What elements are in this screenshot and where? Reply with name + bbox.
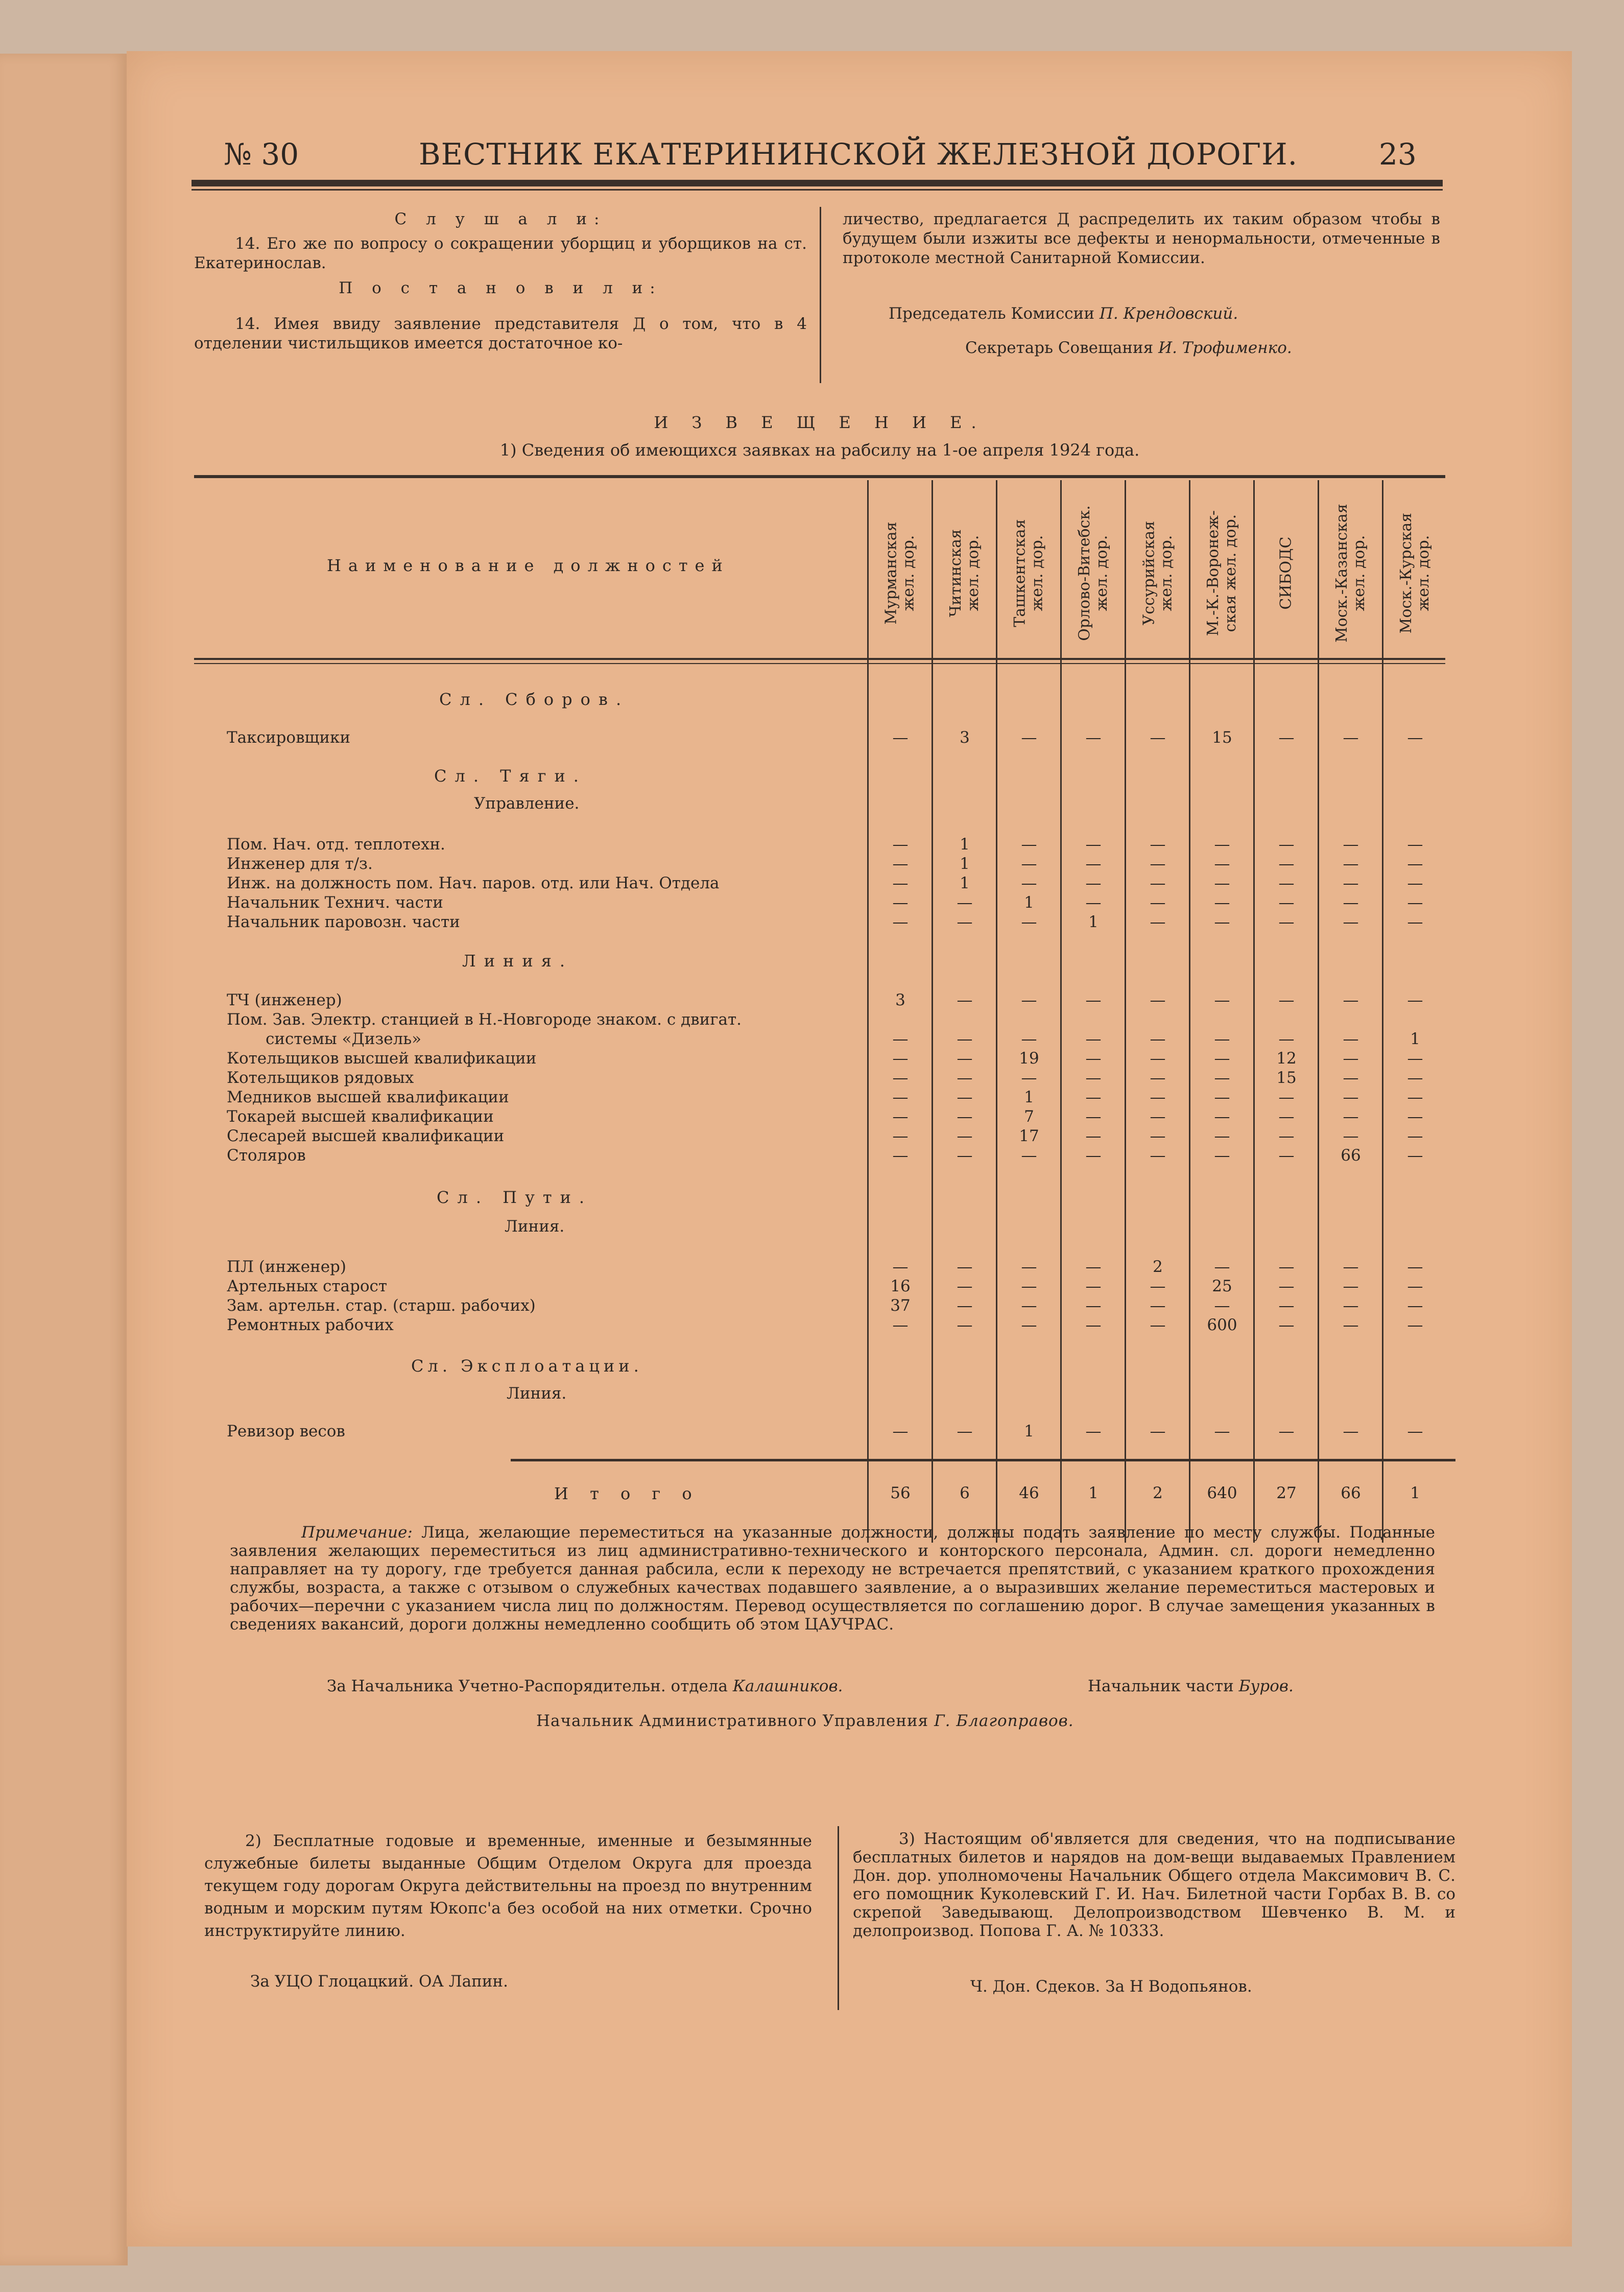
column-header: Читинская жел. дор. [947,529,983,618]
signature-admin: Начальник Административного Управления Г. Благоправов. [536,1712,1074,1730]
table-cell: — [1085,1296,1102,1315]
table-cell: — [1150,1277,1166,1295]
table-cell: 3 [960,728,970,747]
table-cell: — [892,1316,909,1334]
table-cell: — [1278,991,1295,1009]
table-cell: — [1407,1127,1423,1145]
table-cell: — [1343,1296,1359,1315]
table-cell: — [1343,1107,1359,1126]
row-label: Столяров [227,1146,306,1165]
row-label: Токарей высшей квалификации [227,1107,494,1126]
table-cell: 1 [1024,1422,1034,1440]
bottom-left-text: 2) Бесплатные годовые и временные, именные и безымянные служебные билеты выданные Общим Отделом Округа для проезда текущем году дорогам Округа действительны на проезд по внутренним водным и морским путям Юкопс'а без особой на них отметки. Срочно инструктируйте линию. [204,1832,812,1940]
table-cell: 1 [960,835,970,854]
table-cell: — [957,1146,973,1165]
table-cell: — [1085,991,1102,1009]
table-cell: — [1214,1049,1230,1068]
table-cell: — [957,913,973,931]
table-cell: — [1021,874,1037,892]
table-cell: — [1343,874,1359,892]
table-cell: — [1214,874,1230,892]
table-cell: — [892,874,909,892]
table-cell: — [1150,855,1166,873]
table-cell: — [1278,855,1295,873]
table-cell: — [1343,728,1359,747]
chairman-name: П. Крендовский. [1099,304,1238,323]
table-cell: — [1278,1146,1295,1165]
table-cell: — [892,835,909,854]
total-cell: 1 [1088,1484,1098,1502]
table-cell: — [1278,874,1295,892]
table-cell: — [1150,1088,1166,1106]
table-cell: — [1150,1107,1166,1126]
secretary-name: И. Трофименко. [1158,339,1292,357]
table-cell: — [1021,835,1037,854]
row-label: ТЧ (инженер) [227,991,342,1009]
table-cell: — [1278,1296,1295,1315]
table-cell: — [1407,1146,1423,1165]
table-cell: — [1150,835,1166,854]
section-heading: Сл. Тяги. [434,766,587,786]
resolved-text: 14. Имея ввиду заявление представителя Д о том, что в 4 отделении чистильщиков имеется достаточное ко- [194,315,807,352]
column-header: СИБОДС [1277,536,1296,610]
row-label: системы «Дизель» [266,1030,422,1048]
position-header: Наименование должностей [327,556,730,575]
table-cell: — [1214,1088,1230,1106]
table-cell: — [1214,991,1230,1009]
bottom-right-text: 3) Настоящим об'является для сведения, что на подписывание бесплатных билетов и нарядов на дом-вещи выдаваемых Правлением Дон. дор. уполномочены Начальник Общего отдела Максимович В. С. его помощник Куколевский Г. И. Нач. Билетной части Горбах В. В. со скрепой Заведывающ. Делопроизводством Шевченко В. М. и делопроизвод. Попова Г. А. № 10333. [853,1830,1455,1940]
page-number: 23 [1379,137,1417,172]
table-cell: — [1343,1277,1359,1295]
header-rule [192,180,1443,186]
table-cell: — [1407,1296,1423,1315]
total-cell: 46 [1019,1484,1039,1502]
table-cell: — [1150,991,1166,1009]
table-cell: — [1214,1422,1230,1440]
table-cell: — [957,1069,973,1087]
row-label: Медников высшей квалификации [227,1088,509,1106]
signature-right: Начальник части Буров. [1088,1677,1294,1695]
table-cell: — [1150,874,1166,892]
table-cell: — [1085,874,1102,892]
table-cell: — [1214,1030,1230,1048]
table-cell: — [1343,1316,1359,1334]
table-cell: — [1085,1030,1102,1048]
table-cell: 2 [1153,1258,1163,1276]
table-cell: — [892,913,909,931]
table-cell: — [892,893,909,912]
table-cell: — [1085,1258,1102,1276]
bottom-right-sign: Ч. Дон. Сдеков. За Н Водопьянов. [970,1977,1252,1996]
note-text: Лица, желающие переместиться на указанные должности, должны подать заявление по месту службы. Поданные заявления желающих переместиться из лиц административно-технического и конторского персонала, Админ. сл. дороги немедленно направляет на ту дорогу, где требуется данная рабсила, если к переходу не встречается препятствий, с указанием краткого прохождения службы, возраста, а также с отзывом о служебных качествах подавшего заявление, а о выразивших желание переместиться мастеровых и рабочих—перечни с указанием числа лиц по должностям. Перевод осуществляется по соглашению дорог. В случае замещения указанных в сведениях вакансий, дороги должны немедленно сообщить об этом ЦАУЧРАС. [230,1523,1435,1634]
row-label: Инж. на должность пом. Нач. паров. отд. или Нач. Отдела [227,874,720,892]
table-cell: 600 [1207,1316,1237,1334]
chairman-label: Председатель Комиссии [889,304,1094,323]
table-cell: — [1085,1107,1102,1126]
table-cell: — [1407,1258,1423,1276]
table-cell: — [892,855,909,873]
bottom-left-sign: За УЦО Глоцацкий. ОА Лапин. [250,1972,508,1991]
column-header: Уссурийская жел. дор. [1140,521,1175,626]
table-cell: — [1150,1127,1166,1145]
table-cell: — [892,1069,909,1087]
table-cell: — [1021,855,1037,873]
table-cell: 1 [1024,893,1034,912]
table-cell: 1 [1088,913,1098,931]
issue-number: № 30 [224,137,299,172]
table-cell: 66 [1341,1146,1361,1165]
table-cell: — [1150,1316,1166,1334]
table-cell: — [1278,1258,1295,1276]
table-cell: — [1085,1088,1102,1106]
table-cell: — [1407,893,1423,912]
table-cell: — [1343,991,1359,1009]
table-cell: — [1407,991,1423,1009]
table-cell: — [957,1296,973,1315]
table-cell: 17 [1019,1127,1039,1145]
table-cell: — [957,1316,973,1334]
row-label: ПЛ (инженер) [227,1258,346,1276]
table-cell: — [892,1088,909,1106]
column-header: Мурманская жел. дор. [882,522,918,625]
total-cell: 2 [1153,1484,1163,1502]
table-cell: — [1150,1296,1166,1315]
table-cell: — [1278,1127,1295,1145]
table-cell: — [1343,1258,1359,1276]
column-header: Моск.-Казанская жел. дор. [1333,504,1368,643]
subsection-heading: Линия. [507,1384,567,1403]
section-heading: Линия. [462,951,574,971]
table-cell: — [957,1088,973,1106]
secretary-label: Секретарь Совещания [965,339,1154,357]
secretary-line [965,338,1292,358]
table-cell: — [1278,1316,1295,1334]
table-cell: — [957,1277,973,1295]
row-label: Ревизор весов [227,1422,345,1440]
table-cell: — [1085,1277,1102,1295]
note-paragraph [230,1523,1435,1634]
row-label: Начальник Технич. части [227,893,443,912]
table-cell: — [892,1422,909,1440]
table-cell: — [1278,1107,1295,1126]
section-heading: Сл. Эксплоатации. [411,1356,643,1376]
column-header: Орлово-Витебск. жел. дор. [1076,505,1111,641]
table-cell: — [1214,1069,1230,1087]
table-cell: — [1021,1069,1037,1087]
table-cell: — [1214,893,1230,912]
table-cell: — [1407,855,1423,873]
table-cell: — [1343,913,1359,931]
table-cell: — [1214,1127,1230,1145]
table-cell: — [957,1030,973,1048]
row-label: Таксировщики [227,728,351,747]
table-cell: — [1085,893,1102,912]
table-cell: — [1407,728,1423,747]
table-cell: — [892,1146,909,1165]
table-cell: 19 [1019,1049,1039,1068]
header-rule-thin [192,189,1443,191]
table-cell: 12 [1276,1049,1297,1068]
table-cell: 3 [895,991,905,1009]
table-cell: — [1407,1107,1423,1126]
column-divider [838,1826,839,2010]
newspaper-title: ВЕСТНИК ЕКАТЕРИНИНСКОЙ ЖЕЛЕЗНОЙ ДОРОГИ. [419,137,1298,172]
table-cell: — [1085,1069,1102,1087]
table-cell: — [1343,893,1359,912]
table-cell: 15 [1276,1069,1297,1087]
row-label: Инженер для т/з. [227,855,373,873]
table-cell: — [1278,893,1295,912]
table-cell: — [1407,1088,1423,1106]
table-cell: — [1085,1049,1102,1068]
table-cell: — [957,1422,973,1440]
table-cell: — [1343,1069,1359,1087]
table-cell: — [1278,913,1295,931]
table-cell: 37 [890,1296,911,1315]
table-cell: — [1278,1030,1295,1048]
column-header: Ташкентская жел. дор. [1011,519,1046,627]
table-cell: — [1150,728,1166,747]
row-label: Начальник паровозн. части [227,913,460,931]
table-cell: — [1214,835,1230,854]
row-label: Котельщиков рядовых [227,1069,414,1087]
section-heading: Сл. Сборов. [439,690,630,709]
table-cell: — [1214,1258,1230,1276]
table-cell: — [1150,1069,1166,1087]
table-cell: — [1214,1146,1230,1165]
table-cell: — [892,1127,909,1145]
total-cell: 1 [1410,1484,1420,1502]
table-cell: — [957,893,973,912]
row-label: Слесарей высшей квалификации [227,1127,505,1145]
table-cell: — [1278,728,1295,747]
table-cell: — [1150,893,1166,912]
table-cell: — [1150,1049,1166,1068]
table-cell: — [1150,1422,1166,1440]
row-label: Зам. артельн. стар. (старш. рабочих) [227,1296,536,1315]
table-cell: — [1085,1127,1102,1145]
table-cell: — [1150,1146,1166,1165]
section-heading: Сл. Пути. [437,1188,593,1207]
table-cell: — [1150,1030,1166,1048]
table-cell: 1 [1410,1030,1420,1048]
table-cell: — [1021,728,1037,747]
column-header: Моск.-Курская жел. дор. [1397,512,1433,634]
table-cell: 1 [960,874,970,892]
table-cell: — [1278,835,1295,854]
adjacent-page-edge [0,54,128,2265]
table-cell: — [1150,913,1166,931]
table-cell: — [1021,1296,1037,1315]
column-divider [820,207,821,383]
table-cell: — [1407,874,1423,892]
table-cell: — [892,1258,909,1276]
table-cell: — [1407,1277,1423,1295]
table-cell: 1 [1024,1088,1034,1106]
heard-label: С л у ш а л и: [394,210,607,228]
table-total-rule [511,1459,1455,1461]
row-label: Артельных старост [227,1277,388,1295]
table-cell: — [892,1107,909,1126]
table-cell: 16 [890,1277,911,1295]
table-cell: — [1214,913,1230,931]
table-cell: — [1407,1069,1423,1087]
row-label: Котельщиков высшей квалификации [227,1049,537,1068]
table-cell: — [957,991,973,1009]
table-cell: — [1407,835,1423,854]
table-cell: — [1343,1127,1359,1145]
table-cell: — [1085,1422,1102,1440]
table-cell: — [1085,835,1102,854]
table-cell: — [1343,1422,1359,1440]
table-cell: — [892,728,909,747]
table-cell: — [957,1107,973,1126]
table-cell: — [892,1030,909,1048]
table-cell: — [957,1258,973,1276]
table-cell: — [1021,1277,1037,1295]
notice-subtitle: 1) Сведения об имеющихся заявках на рабсилу на 1-ое апреля 1924 года. [499,440,1140,460]
notice-title: И З В Е Щ Е Н И Е. [654,413,986,432]
table-cell: — [1085,728,1102,747]
continued-text: личество, предлагается Д распределить их таким образом чтобы в будущем были изжиты все дефекты и ненормальности, отмеченные в протоколе местной Санитарной Комиссии. [843,210,1440,267]
table-top-rule [194,475,1445,478]
table-cell: — [1407,1316,1423,1334]
table-cell: 25 [1212,1277,1232,1295]
total-cell: 66 [1341,1484,1361,1502]
table-cell: — [1407,913,1423,931]
heard-text: 14. Его же по вопросу о сокращении уборщиц и уборщиков на ст. Екатеринослав. [194,234,807,272]
table-cell: 7 [1024,1107,1034,1126]
table-cell: — [1021,1316,1037,1334]
row-label: Ремонтных рабочих [227,1316,394,1334]
column-header: М.-К.-Воронеж- ская жел. дор. [1204,510,1240,636]
table-cell: — [1021,913,1037,931]
table-cell: — [1214,1296,1230,1315]
table-cell: 1 [960,855,970,873]
total-cell: 27 [1276,1484,1297,1502]
row-label: Пом. Нач. отд. теплотехн. [227,835,445,854]
table-cell: — [1343,1049,1359,1068]
total-cell: 56 [890,1484,911,1502]
table-cell: — [1278,1088,1295,1106]
total-cell: 640 [1207,1484,1237,1502]
table-cell: — [1021,1030,1037,1048]
table-cell: — [1407,1049,1423,1068]
table-cell: — [1278,1422,1295,1440]
subsection-heading: Управление. [474,794,580,813]
table-cell: — [957,1127,973,1145]
table-cell: — [1021,991,1037,1009]
table-cell: — [1343,835,1359,854]
note-label: Примечание: [301,1523,413,1542]
table-header-rule-thin [194,663,1445,664]
table-cell: — [1214,855,1230,873]
table-cell: — [1021,1258,1037,1276]
table-cell: — [1343,1030,1359,1048]
row-label: Пом. Зав. Электр. станцией в Н.-Новгороде знаком. с двигат. [227,1010,742,1029]
chairman-line [889,304,1238,323]
table-cell: — [1343,1088,1359,1106]
subsection-heading: Линия. [505,1217,565,1236]
table-cell: — [1407,1422,1423,1440]
total-cell: 6 [960,1484,970,1502]
table-cell: — [1214,1107,1230,1126]
total-label: И т о г о [554,1484,700,1503]
table-cell: — [1085,1316,1102,1334]
table-cell: — [1021,1146,1037,1165]
table-cell: 15 [1212,728,1232,747]
table-cell: — [1085,1146,1102,1165]
table-cell: — [892,1049,909,1068]
table-cell: — [1085,855,1102,873]
table-cell: — [957,1049,973,1068]
signature-left: За Начальника Учетно-Распорядительн. отдела Калашников. [327,1677,843,1695]
table-cell: — [1343,855,1359,873]
table-cell: — [1278,1277,1295,1295]
resolved-label: П о с т а н о в и л и: [339,279,662,297]
